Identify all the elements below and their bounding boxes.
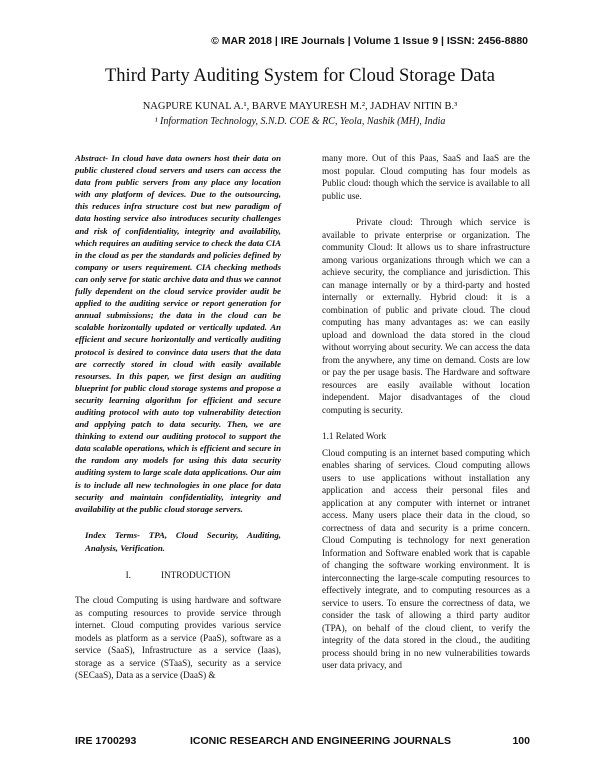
footer-paper-id: IRE 1700293: [75, 735, 137, 747]
section-heading-introduction: [75, 569, 281, 582]
index-terms: Index Terms- TPA, Cloud Security, Auditing, Analysis, Verification.: [85, 529, 281, 553]
intro-paragraph: The cloud Computing is using hardware and software as computing resources to provide service through internet. Cloud computing provides various service models as platform as a service (PaaS), software as a service (SaaS), Infrastructure as a service (Iaas), storage as a service (STaaS), security as a service (SECaaS), Data as a service (DaaS) &: [75, 595, 281, 681]
author-list: NAGPURE KUNAL A.¹, BARVE MAYURESH M.², JADHAV NITIN B.³: [142, 101, 458, 112]
paper-title: Third Party Auditing System for Cloud Storage Data: [105, 66, 495, 86]
footer-page-number: 100: [512, 735, 530, 747]
right-paragraph-2: Private cloud: Through which service is available to private enterprise or organization. The community Cloud: It allows us to share infrastructure among various organizations through which we can a achieve security, the compliance and jurisdiction. This can manage internally or by a third-party and hosted internally or externally. Hybrid cloud: it is a combination of public and private cloud. The cloud computing has many advantages as: we can easily upload and download the data stored in the cloud without worrying about security. We can access the data from the anywhere, any time on demand. Costs are low or pay the per usage basis. The Hardware and software resources are easily available without location independent. Major disadvantages of the cloud computing is security.: [322, 217, 530, 415]
right-paragraph-1: many more. Out of this Paas, SaaS and IaaS are the most popular. Cloud computing has four models as Public cloud: though which the service is available to all public use.: [322, 153, 530, 201]
journal-header: © MAR 2018 | IRE Journals | Volume 1 Issue 9 | ISSN: 2456-8880: [211, 35, 528, 47]
subsection-heading: 1.1 Related Work: [322, 431, 387, 441]
footer-journal-name: ICONIC RESEARCH AND ENGINEERING JOURNALS: [190, 735, 451, 747]
section-number: I.: [125, 569, 131, 580]
left-column: [75, 152, 281, 696]
affiliation: ¹ Information Technology, S.N.D. COE & RC, Yeola, Nashik (MH), India: [154, 116, 446, 127]
section-title: INTRODUCTION: [160, 569, 231, 580]
abstract: Abstract- In cloud have data owners host their data on public clustered cloud servers and users can access the data from public servers from any place any location with any platform of devices. Due to the outsourcing, this reduces infra structure cost but new paradigm of data hosting service also introduces security challenges and risk of confidentiality, integrity and availability, which requires an auditing service to check the data CIA in the cloud as per the standards and policies defined by company or users requirement. CIA checking methods can only serve for static archive data and thus we cannot fully dependent on the cloud service provider audit be applied to the auditing service or report generation for annual submissions; the data in the cloud can be scalable horizontally updated or vertically updated. An efficient and secure horizontally and vertically auditing protocol is desired to convince data users that the data are correctly stored in cloud with easily available resourses. In this paper, we first design an auditing blueprint for public cloud storage systems and propose a security learning algorithm for efficient and secure auditing protocol with auto top vulnerability detection and applying patch to data security. Then, we are thinking to extend our auditing protocol to support the data scalable operations, which is efficient and secure in the random any models for using this data security auditing system to large scale data applications. Our aim is to include all new technologies in one place for data security and maintain confidentiality, integrity and availability at the public cloud storage servers.: [75, 153, 282, 514]
right-column: [322, 152, 530, 686]
related-work-paragraph: Cloud computing is an internet based computing which enables sharing of services. Cloud computing allows users to use applications without installation any application and access their personal files and application at any computer with internet or intranet access. Many users place their data in the cloud, so correctness of data and security is a prime concern. Cloud Computing is technology for next generation Information and Software enabled work that is capable of changing the software working environment. It is interconnecting the large-scale computing resources to effectively integrate, and to computing resources as a service to users. To ensure the correctness of data, we consider the task of allowing a third party auditor (TPA), on behalf of the cloud client, to verify the integrity of the data stored in the cloud., the auditing process should bring in no new vulnerabilities towards user data privacy, and: [322, 447, 530, 670]
